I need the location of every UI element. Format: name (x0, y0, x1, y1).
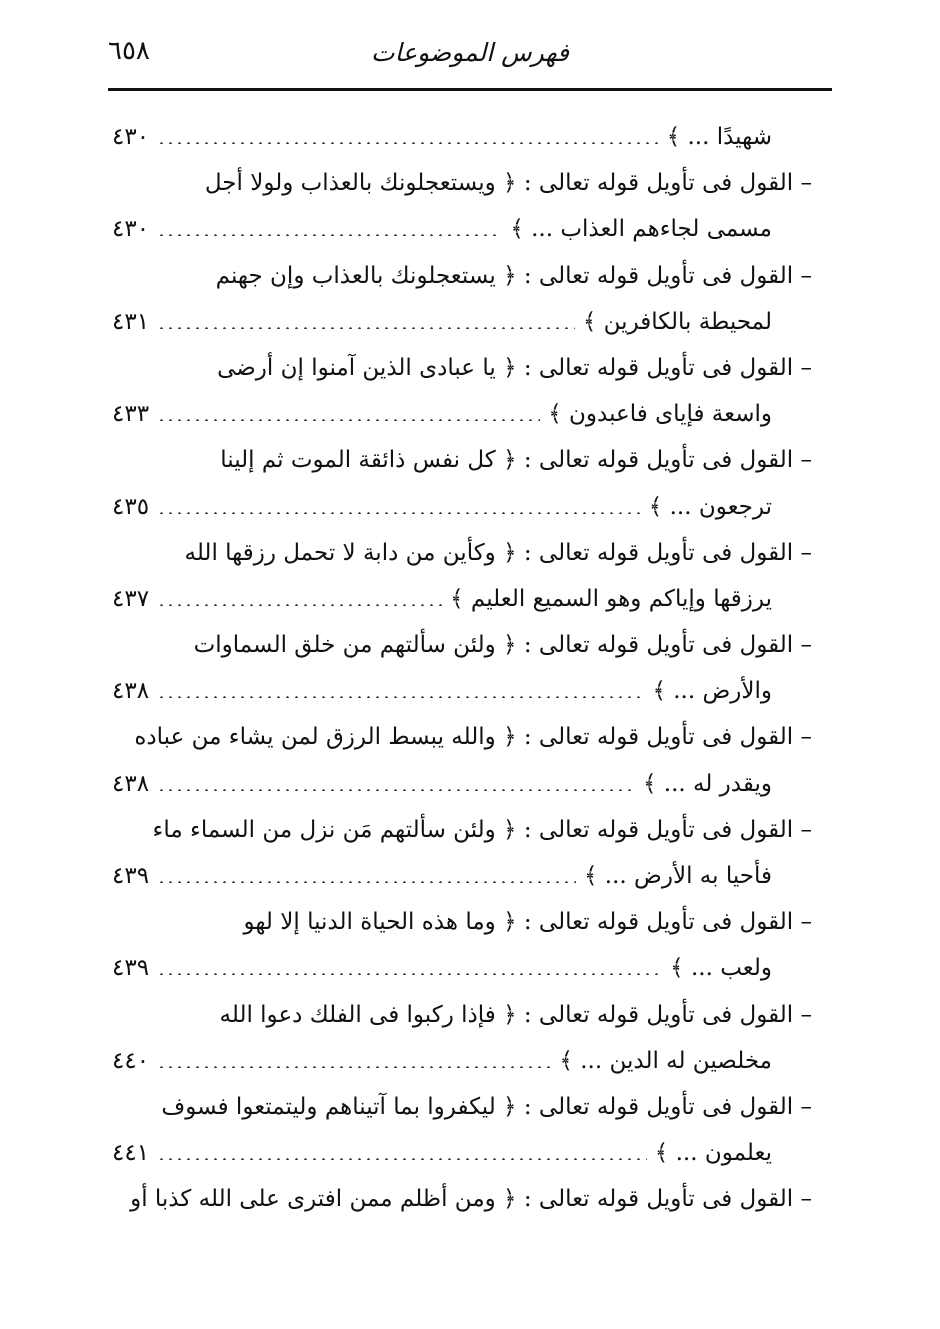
toc-entry-line (112, 253, 812, 299)
dot-leader (157, 142, 659, 144)
running-title: فهرس الموضوعات (371, 38, 569, 67)
toc-page-number: ٤٣٧ (112, 585, 150, 612)
dot-leader (157, 1158, 647, 1160)
toc-page-number: ٤٣٣ (112, 401, 150, 428)
toc-entry-text: – القول فى تأويل قوله تعالى : ﴿ ولئن سألتهم مَن نزل من السماء ماء (152, 816, 812, 843)
toc-entry-text: – القول فى تأويل قوله تعالى : ﴿ يا عبادى الذين آمنوا إن أرضى (217, 354, 812, 381)
toc-entry-text: – القول فى تأويل قوله تعالى : ﴿ والله يبسط الرزق لمن يشاء من عباده (134, 724, 812, 751)
toc-page-number: ٤٣٨ (112, 770, 150, 797)
dot-leader (157, 512, 641, 514)
toc-entry-line (112, 437, 812, 483)
toc-entry-text: مسمى لجاءهم العذاب ... ﴾ (510, 216, 772, 243)
dot-leader (157, 881, 576, 883)
toc-entry-continuation (112, 668, 812, 714)
page-header (108, 36, 832, 80)
toc-entry-continuation (112, 114, 812, 160)
dot-leader (157, 327, 575, 329)
toc-entry-text: – القول فى تأويل قوله تعالى : ﴿ فإذا ركبوا فى الفلك دعوا الله (219, 1001, 812, 1028)
toc-entry-text: – القول فى تأويل قوله تعالى : ﴿ ومن أظلم ممن افترى على الله كذبا أو (130, 1186, 812, 1213)
toc-page-number: ٤٣٠ (112, 124, 150, 150)
header-rule (108, 88, 832, 91)
toc-entry-continuation (112, 1038, 812, 1084)
toc-entry-text: ويقدر له ... ﴾ (642, 770, 772, 797)
toc-entry-continuation (112, 299, 812, 345)
toc-page-number: ٤٣٠ (112, 216, 150, 243)
toc-entry-line (112, 714, 812, 760)
toc-entry-continuation (112, 945, 812, 991)
page-number: ٦٥٨ (108, 36, 150, 66)
dot-leader (157, 419, 540, 421)
toc-entry-line (112, 1176, 812, 1222)
toc-entry-text: – القول فى تأويل قوله تعالى : ﴿ كل نفس ذائقة الموت ثم إلينا (220, 447, 812, 474)
toc-entry-text: ترجعون ... ﴾ (648, 493, 772, 520)
toc-entry-line (112, 1084, 812, 1130)
toc-entry-line (112, 899, 812, 945)
toc-entry-text: – القول فى تأويل قوله تعالى : ﴿ ويستعجلونك بالعذاب ولولا أجل (204, 170, 812, 197)
toc-entry-text: والأرض ... ﴾ (652, 678, 772, 705)
toc-page-number: ٤٣٥ (112, 493, 150, 520)
toc-entry-continuation (112, 576, 812, 622)
toc-entry-text: ولعب ... ﴾ (670, 955, 772, 982)
toc-entry-line (112, 160, 812, 206)
toc-entry-text: – القول فى تأويل قوله تعالى : ﴿ وكأين من دابة لا تحمل رزقها الله (184, 539, 812, 566)
toc-entry-text: يرزقها وإياكم وهو السميع العليم ﴾ (450, 585, 772, 612)
toc-entry-continuation (112, 761, 812, 807)
toc-entry-line (112, 530, 812, 576)
toc-entry-text: يعلمون ... ﴾ (654, 1140, 772, 1167)
toc-entry-text: – القول فى تأويل قوله تعالى : ﴿ ولئن سألتهم من خلق السماوات (193, 632, 812, 659)
toc-page-number: ٤٤٠ (112, 1047, 150, 1074)
toc-entry-line (112, 807, 812, 853)
toc-entry-text: لمحيطة بالكافرين ﴾ (582, 308, 772, 335)
toc-entry-text: – القول فى تأويل قوله تعالى : ﴿ وما هذه الحياة الدنيا إلا لهو (243, 909, 812, 936)
toc-entry-text: مخلصين له الدين ... ﴾ (559, 1047, 772, 1074)
toc-page-number: ٤٣١ (112, 308, 150, 335)
toc-entry-text: فأحيا به الأرض ... ﴾ (584, 863, 772, 889)
toc-entry-line (112, 345, 812, 391)
toc-entry-continuation (112, 853, 812, 899)
toc-page-number: ٤٣٩ (112, 863, 150, 889)
dot-leader (157, 234, 502, 236)
dot-leader (157, 973, 662, 975)
toc-entry-text: – القول فى تأويل قوله تعالى : ﴿ يستعجلونك بالعذاب وإن جهنم (215, 262, 812, 289)
toc-entry-text: – القول فى تأويل قوله تعالى : ﴿ ليكفروا بما آتيناهم وليتمتعوا فسوف (161, 1093, 812, 1120)
toc-entry-text: واسعة فإياى فاعبدون ﴾ (548, 401, 772, 428)
toc-page-number: ٤٣٩ (112, 955, 150, 982)
toc-page-number: ٤٣٨ (112, 678, 150, 705)
table-of-contents (112, 114, 812, 1223)
dot-leader (157, 1066, 551, 1068)
toc-entry-continuation (112, 484, 812, 530)
toc-entry-continuation (112, 206, 812, 252)
toc-entry-continuation (112, 1130, 812, 1176)
toc-entry-text: شهيدًا ... ﴾ (666, 124, 772, 150)
dot-leader (157, 789, 635, 791)
toc-entry-line (112, 992, 812, 1038)
toc-page-number: ٤٤١ (112, 1140, 150, 1167)
toc-entry-continuation (112, 391, 812, 437)
dot-leader (157, 604, 442, 606)
dot-leader (157, 696, 644, 698)
toc-entry-line (112, 622, 812, 668)
